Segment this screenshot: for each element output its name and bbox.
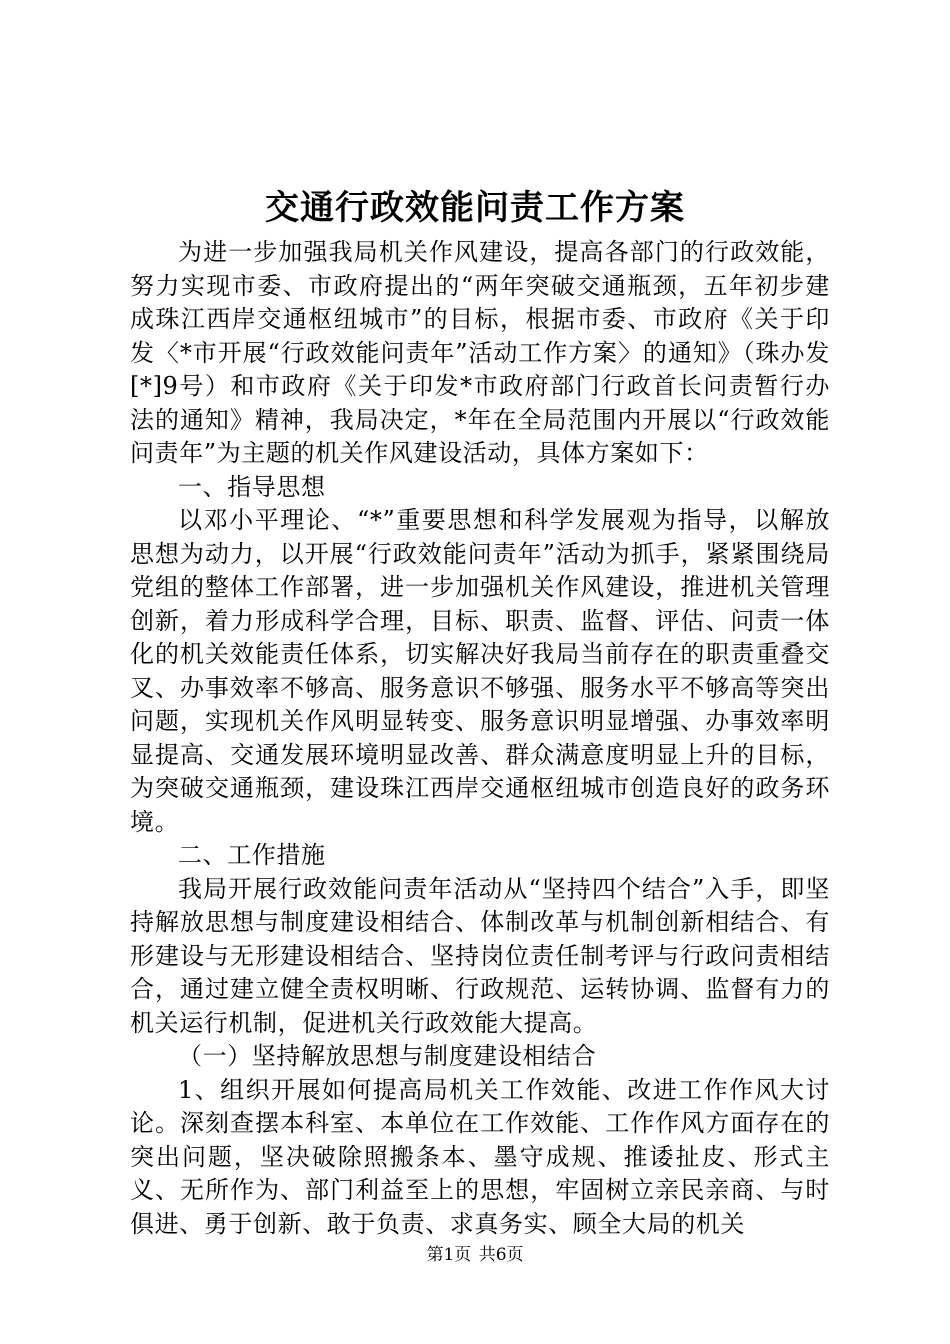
page-footer — [0, 1243, 950, 1267]
page-total: 共6页 — [478, 1245, 524, 1265]
subsection-heading-1: （一）坚持解放思想与制度建设相结合 — [178, 1042, 597, 1070]
work-measures-paragraph: 我局开展行政效能问责年活动从“坚持四个结合”入手，即坚持解放思想与制度建设相结合、体制改革与机制创新相结合、有形建设与无形建设相结合、坚持岗位责任制考评与行政问责相结合，通过建立健全责权明晰、行政规范、运转协调、监督有力的机关运行机制，促进机关行政效能大提高。 — [130, 874, 830, 1037]
guiding-ideology-paragraph: 以邓小平理论、“*”重要思想和科学发展观为指导，以解放思想为动力，以开展“行政效能问责年”活动为抓手，紧紧围绕局党组的整体工作部署，进一步加强机关作风建设，推进机关管理创新，着力形成科学合理，目标、职责、监督、评估、问责一体化的机关效能责任体系，切实解决好我局当前存在的职责重叠交叉、办事效率不够高、服务意识不够强、服务水平不够高等突出问题，实现机关作风明显转变、服务意识明显增强、办事效率明显提高、交通发展环境明显改善、群众满意度明显上升的目标，为突破交通瓶颈，建设珠江西岸交通枢纽城市创造良好的政务环境。 — [130, 506, 830, 836]
section-heading-work-measures: 二、工作措施 — [178, 841, 326, 869]
document-body — [130, 236, 830, 1241]
item-1-paragraph: 1、组织开展如何提高局机关工作效能、改进工作作风大讨论。深刻查摆本科室、本单位在工作效能、工作作风方面存在的突出问题，坚决破除照搬条本、墨守成规、推诿扯皮、形式主义、无所作为、部门利益至上的思想，牢固树立亲民亲商、与时俱进、勇于创新、敢于负责、求真务实、顾全大局的机关 — [130, 1075, 830, 1238]
document-title: 交通行政效能问责工作方案 — [265, 188, 685, 228]
intro-paragraph: 为进一步加强我局机关作风建设，提高各部门的行政效能，努力实现市委、市政府提出的“两年突破交通瓶颈，五年初步建成珠江西岸交通枢纽城市”的目标，根据市委、市政府《关于印发〈*市开展“行政效能问责年”活动工作方案〉的通知》（珠办发[*]9号）和市政府《关于印发*市政府部门行政首长问责暂行办法的通知》精神，我局决定，*年在全局范围内开展以“行政效能问责年”为主题的机关作风建设活动，具体方案如下： — [130, 238, 830, 467]
section-heading-guiding-ideology: 一、指导思想 — [178, 472, 326, 501]
page-number: 第1页 — [426, 1245, 472, 1265]
